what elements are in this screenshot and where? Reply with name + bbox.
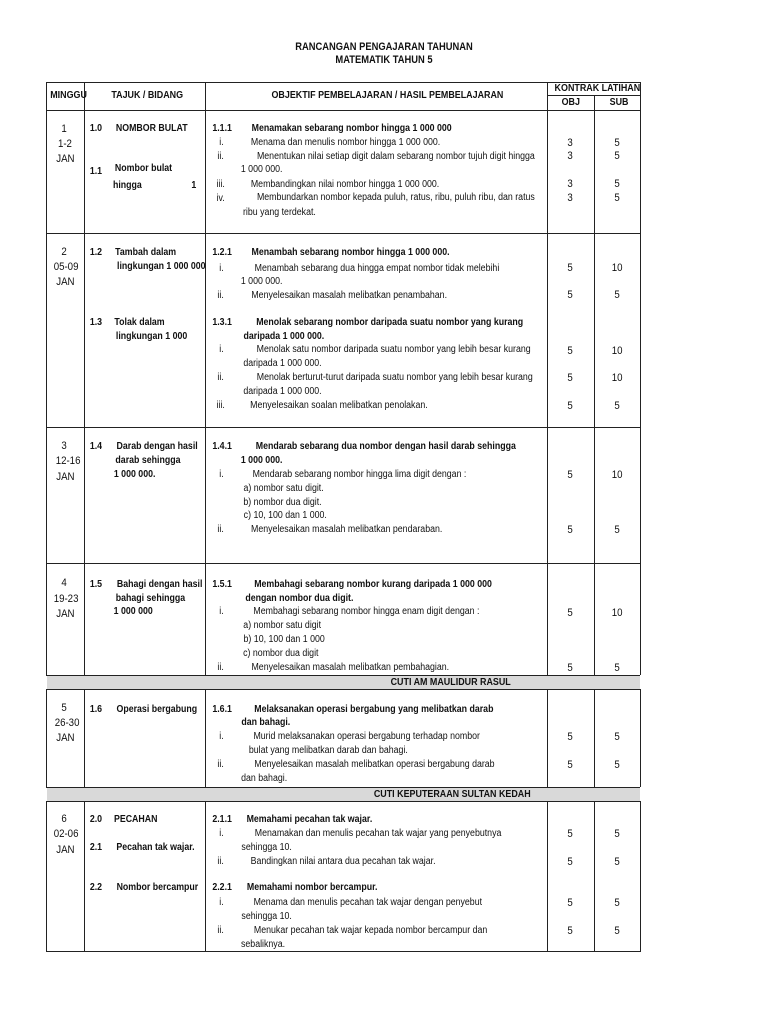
objective-number: 1.1.1 (212, 123, 232, 134)
sub-count: 5 (614, 856, 620, 868)
outcome-text: Menukar pecahan tak wajar kepada nombor bercampur dan (253, 925, 488, 936)
header-sub: SUB (609, 96, 629, 108)
topic-title: Darab dengan hasil (116, 441, 198, 452)
objective-title: Menamakan sebarang nombor hingga 1 000 000 (251, 123, 452, 134)
outcome-index: iii. (216, 400, 225, 411)
sub-count: 5 (614, 897, 620, 909)
week-month: JAN (56, 153, 75, 165)
topic-number: 2.0 (89, 814, 103, 825)
sub-count: 5 (614, 731, 620, 743)
objective-title: Menambah sebarang nombor hingga 1 000 000. (251, 247, 450, 258)
outcome-index: ii. (217, 759, 224, 770)
outcome-text: Menolak satu nombor daripada suatu nombor yang lebih besar kurang (256, 344, 531, 355)
week-number: 2 (61, 246, 67, 258)
week-number: 4 (61, 577, 67, 589)
objective-number: 2.1.1 (212, 814, 232, 825)
obj-count: 3 (567, 192, 573, 204)
subtopic-title: Nombor bulat (114, 163, 173, 174)
outcome-text: Menambah sebarang dua hingga empat nombor tidak melebihi (254, 263, 500, 274)
sub-count: 5 (614, 524, 620, 536)
week-month: JAN (56, 732, 75, 744)
outcome-subitem: c) 10, 100 dan 1 000. (243, 510, 327, 521)
outcome-text: Menama dan menulis pecahan tak wajar dengan penyebut (253, 897, 483, 908)
outcome-subitem: a) nombor satu digit (243, 620, 322, 631)
week-days: 19-23 (53, 593, 79, 605)
sub-count: 5 (614, 925, 620, 937)
page-subtitle: MATEMATIK TAHUN 5 (335, 54, 433, 66)
outcome-index: iii. (216, 179, 225, 190)
obj-count: 5 (567, 856, 573, 868)
obj-count: 5 (567, 925, 573, 937)
header-obj: OBJ (561, 96, 580, 108)
outcome-subitem: b) nombor dua digit. (243, 497, 322, 508)
obj-count: 5 (567, 469, 573, 481)
holiday-band-2 (47, 788, 640, 801)
objective-number: 2.2.1 (212, 882, 232, 893)
objective-number: 1.2.1 (212, 247, 232, 258)
objective-title: Memahami nombor bercampur. (246, 882, 378, 893)
subtopic-title-line2: hingga (112, 180, 142, 191)
topic-number: 1.2 (89, 247, 103, 258)
obj-count: 3 (567, 150, 573, 162)
topic-title-line2: darab sehingga (115, 455, 181, 466)
topic-number: 1.3 (89, 317, 103, 328)
sub-count: 10 (611, 372, 623, 384)
header-tajuk: TAJUK / BIDANG (111, 89, 184, 101)
week-days: 02-06 (53, 828, 79, 840)
obj-count: 5 (567, 400, 573, 412)
outcome-text: Menamakan dan menulis pecahan tak wajar yang penyebutnya (254, 828, 502, 839)
outcome-text-line2: dan bahagi. (241, 773, 288, 784)
outcome-index: i. (219, 731, 224, 742)
week-number: 1 (61, 123, 67, 135)
outcome-text-line2: daripada 1 000 000. (243, 358, 322, 369)
outcome-index: i. (219, 344, 224, 355)
sub-count: 5 (614, 137, 620, 149)
obj-count: 5 (567, 662, 573, 674)
subtopic-number: 1.1 (89, 166, 103, 177)
outcome-index: i. (219, 828, 224, 839)
outcome-text-line2: 1 000 000. (240, 276, 283, 287)
sub-count: 10 (611, 469, 623, 481)
obj-count: 3 (567, 137, 573, 149)
objective-number: 1.6.1 (212, 704, 232, 715)
outcome-index: ii. (217, 290, 224, 301)
obj-count: 5 (567, 607, 573, 619)
obj-count: 5 (567, 345, 573, 357)
outcome-index: ii. (217, 151, 224, 162)
outcome-text: Mendarab sebarang nombor hingga lima digit dengan : (252, 469, 467, 480)
subtopic-title: Nombor bercampur (116, 882, 199, 893)
outcome-text-line2: bulat yang melibatkan darab dan bahagi. (248, 745, 408, 756)
sub-count: 5 (614, 289, 620, 301)
topic-number: 1.0 (89, 123, 103, 134)
page-title: RANCANGAN PENGAJARAN TAHUNAN (295, 41, 473, 53)
topic-number: 1.6 (89, 704, 103, 715)
holiday-label-2: CUTI KEPUTERAAN SULTAN KEDAH (373, 788, 531, 800)
outcome-index: i. (219, 469, 224, 480)
outcome-subitem: b) 10, 100 dan 1 000 (243, 634, 325, 645)
sub-count: 5 (614, 759, 620, 771)
week-number: 5 (61, 702, 67, 714)
outcome-text-line2: 1 000 000. (240, 164, 283, 175)
sub-count: 5 (614, 400, 620, 412)
outcome-text: Bandingkan nilai antara dua pecahan tak wajar. (250, 856, 436, 867)
outcome-text: Menyelesaikan soalan melibatkan penolakan. (250, 400, 428, 411)
objective-title-line2: 1 000 000. (240, 455, 283, 466)
subtopic-number: 2.1 (89, 842, 103, 853)
week-days: 05-09 (53, 261, 79, 273)
topic-title-line2: bahagi sehingga (115, 593, 186, 604)
obj-count: 5 (567, 262, 573, 274)
objective-title: Melaksanakan operasi bergabung yang melibatkan darab (254, 704, 494, 715)
outcome-text: Menolak berturut-turut daripada suatu nombor yang lebih besar kurang (256, 372, 533, 383)
outcome-text: Membandingkan nilai nombor hingga 1 000 000. (250, 179, 440, 190)
outcome-index: i. (219, 137, 224, 148)
outcome-subitem: c) nombor dua digit (243, 648, 319, 659)
outcome-index: i. (219, 606, 224, 617)
objective-title-line2: daripada 1 000 000. (243, 331, 325, 342)
objective-title-line2: dengan nombor dua digit. (245, 593, 354, 604)
outcome-text: Menentukan nilai setiap digit dalam sebarang nombor tujuh digit hingga (256, 151, 535, 162)
outcome-text: Menyelesaikan masalah melibatkan operasi bergabung darab (254, 759, 495, 770)
obj-count: 5 (567, 759, 573, 771)
topic-title-line2: lingkungan 1 000 (115, 331, 188, 342)
obj-count: 5 (567, 289, 573, 301)
header-minggu: MINGGU (50, 89, 87, 101)
topic-title-line3: 1 000 000. (113, 469, 156, 480)
outcome-index: i. (219, 897, 224, 908)
outcome-subitem: a) nombor satu digit. (243, 483, 324, 494)
obj-count: 3 (567, 178, 573, 190)
topic-number: 1.4 (89, 441, 103, 452)
week-month: JAN (56, 471, 75, 483)
header-kontrak: KONTRAK LATIHAN (554, 82, 641, 94)
outcome-index: ii. (217, 925, 224, 936)
outcome-text-line2: sehingga 10. (241, 911, 292, 922)
subtopic-title: Pecahan tak wajar. (116, 842, 195, 853)
topic-title: NOMBOR BULAT (115, 123, 188, 134)
outcome-index: iv. (216, 193, 225, 204)
topic-title: Bahagi dengan hasil (116, 579, 203, 590)
week-month: JAN (56, 844, 75, 856)
outcome-index: i. (219, 263, 224, 274)
outcome-text: Membundarkan nombor kepada puluh, ratus, ribu, puluh ribu, dan ratus (256, 192, 535, 203)
topic-title: Tambah dalam (115, 247, 177, 258)
objective-number: 1.4.1 (212, 441, 232, 452)
topic-title-line2: lingkungan 1 000 000 (117, 261, 206, 272)
objective-title: Menolak sebarang nombor daripada suatu nombor yang kurang (256, 317, 524, 328)
sub-count: 5 (614, 150, 620, 162)
subtopic-title-cut: 1 (191, 180, 197, 191)
obj-count: 5 (567, 372, 573, 384)
sub-count: 10 (611, 262, 623, 274)
sub-count: 5 (614, 178, 620, 190)
outcome-index: ii. (217, 524, 224, 535)
outcome-index: ii. (217, 856, 224, 867)
topic-title-line3: 1 000 000 (113, 606, 153, 617)
holiday-label-1: CUTI AM MAULIDUR RASUL (390, 676, 511, 688)
objective-number: 1.5.1 (212, 579, 232, 590)
obj-count: 5 (567, 731, 573, 743)
outcome-text: Menyelesaikan masalah melibatkan pembahagian. (251, 662, 450, 673)
week-days: 12-16 (55, 455, 81, 467)
objective-number: 1.3.1 (212, 317, 232, 328)
outcome-text-line2: sehingga 10. (241, 842, 292, 853)
sub-count: 10 (611, 607, 623, 619)
week-number: 3 (61, 440, 67, 452)
subtopic-number: 2.2 (89, 882, 103, 893)
week-month: JAN (56, 608, 75, 620)
outcome-text-line2: ribu yang terdekat. (242, 207, 316, 218)
objective-title-line2: dan bahagi. (241, 717, 291, 728)
outcome-text: Menyelesaikan masalah melibatkan penambahan. (251, 290, 448, 301)
sub-count: 5 (614, 192, 620, 204)
outcome-text: Menyelesaikan masalah melibatkan pendaraban. (251, 524, 443, 535)
outcome-index: ii. (217, 662, 224, 673)
week-number: 6 (61, 813, 67, 825)
outcome-text-line2: sebaliknya. (241, 939, 286, 950)
objective-title: Mendarab sebarang dua nombor dengan hasil darab sehingga (255, 441, 516, 452)
obj-count: 5 (567, 524, 573, 536)
outcome-text: Murid melaksanakan operasi bergabung terhadap nombor (253, 731, 480, 742)
topic-title: Operasi bergabung (116, 704, 198, 715)
obj-count: 5 (567, 828, 573, 840)
objective-title: Memahami pecahan tak wajar. (246, 814, 373, 825)
sub-count: 5 (614, 828, 620, 840)
outcome-text-line2: daripada 1 000 000. (243, 386, 322, 397)
sub-count: 5 (614, 662, 620, 674)
topic-title: Tolak dalam (114, 317, 165, 328)
topic-number: 1.5 (89, 579, 103, 590)
sub-count: 10 (611, 345, 623, 357)
holiday-band-1 (47, 676, 640, 689)
header-objektif: OBJEKTIF PEMBELAJARAN / HASIL PEMBELAJARAN (271, 89, 504, 101)
outcome-text: Membahagi sebarang nombor hingga enam digit dengan : (253, 606, 480, 617)
obj-count: 5 (567, 897, 573, 909)
outcome-text: Menama dan menulis nombor hingga 1 000 000. (250, 137, 441, 148)
week-days: 1-2 (57, 138, 72, 150)
week-days: 26-30 (54, 717, 80, 729)
outcome-index: ii. (217, 372, 224, 383)
week-month: JAN (56, 276, 75, 288)
topic-title: PECAHAN (113, 814, 158, 825)
objective-title: Membahagi sebarang nombor kurang daripada 1 000 000 (254, 579, 492, 590)
